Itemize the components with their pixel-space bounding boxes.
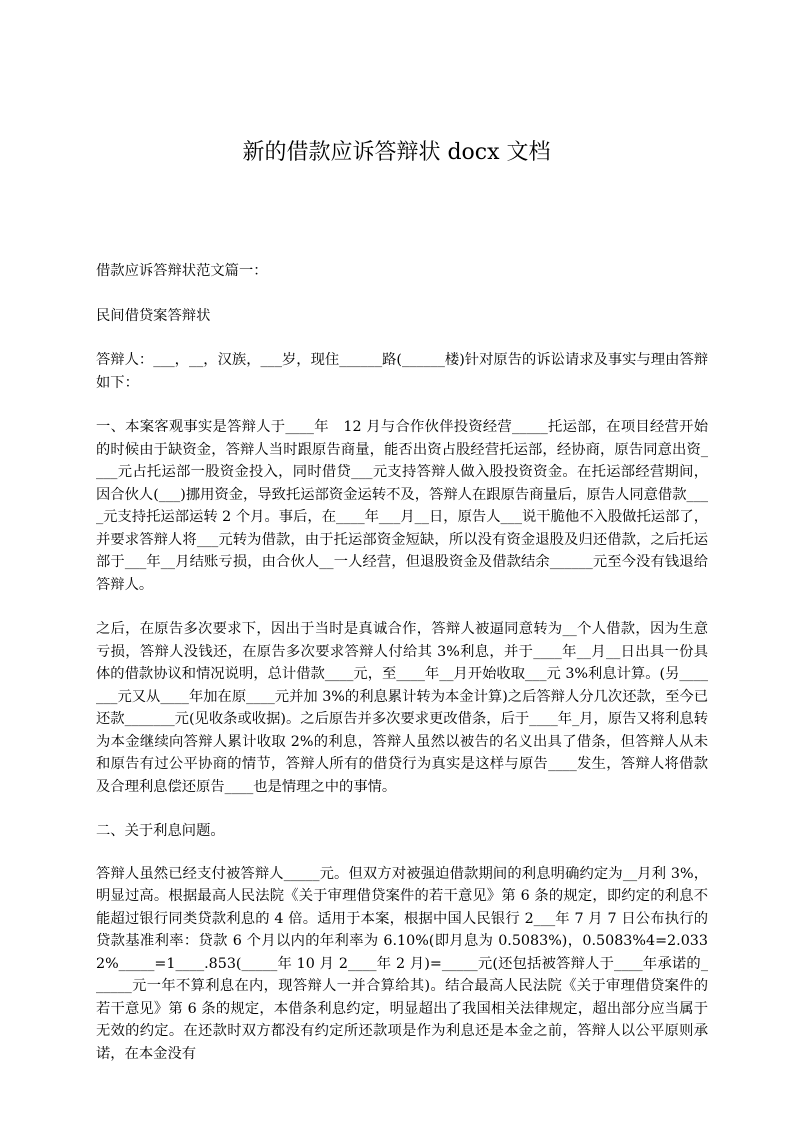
document-title: 新的借款应诉答辩状 docx 文档	[242, 140, 551, 165]
paragraph-interest-heading: 二、关于利息问题。	[96, 823, 225, 839]
paragraph-respondent-info: 答辩人：___，__，汉族，___岁，现住______路(______楼)针对原告的诉讼请求及事实与理由答辩如下：	[96, 352, 708, 391]
paragraph-heading-sample: 借款应诉答辩状范文篇一：	[96, 263, 268, 279]
paragraph-subsequent: 之后，在原告多次要求下，因出于当时是真诚合作，答辩人被逼同意转为__个人借款，因为生意亏损，答辩人没钱还，在原告多次要求答辩人付给其 3%利息，并于____年__月__日出具一份具体的借款协议和情况说明，总计借款____元，至____年__月开始收取___元 3%利息计算。(另_______元又从____年加在原____元并加 3%的利息累计转为本金计算)之后答辩人分几次还款，至今已还款_______元(见收条或收据)。之后原告并多次要求更改借条，后于____年_月，原告又将利息转为本金继续向答辩人累计收取 2%的利息，答辩人虽然以被告的名义出具了借条，但答辩人从未和原告有过公平协商的情节，答辩人所有的借贷行为真实是这样与原告____发生，答辩人将借款及合理利息偿还原告____也是情理之中的事情。	[96, 621, 708, 795]
document-body	[96, 260, 708, 1087]
paragraph-facts: 一、本案客观事实是答辩人于____年 12 月与合作伙伴投资经营_____托运部，在项目经营开始的时候由于缺资金，答辩人当时跟原告商量，能否出资占股经营托运部，经协商，原告同意出资____元占托运部一股资金投入，同时借贷___元支持答辩人做入股投资资金。在托运部经营期间，因合伙人(___)挪用资金，导致托运部资金运转不及，答辩人在跟原告商量后，原告人同意借款____元支持托运部运转 2 个月。事后，在____年___月__日，原告人___说干脆他不入股做托运部了，并要求答辩人将___元转为借款，由于托运部资金短缺，所以没有资金退股及归还借款，之后托运部于___年__月结账亏损，由合伙人__一人经营，但退股资金及借款结余______元至今没有钱退给答辩人。	[96, 419, 708, 593]
paragraph-case-title: 民间借贷案答辩状	[96, 307, 211, 324]
paragraph-interest-detail: 答辩人虽然已经支付被答辩人_____元。但双方对被强迫借款期间的利息明确约定为__月利 3%，明显过高。根据最高人民法院《关于审理借贷案件的若干意见》第 6 条的规定，即约定的利息不能超过银行同类贷款利息的 4 倍。适用于本案，根据中国人民银行 2___年 7 月 7 日公布执行的贷款基准利率：贷款 6 个月以内的年利率为 6.10%(即月息为 0.5083%)，0.5083%4=2.0332%_____=1____.853(_____年 10 月 2____年 2 月)=_____元(还包括被答辩人于____年承诺的______元一年不算利息在内，现答辩人一并合算给其)。结合最高人民法院《关于审理借贷案件的若干意见》第 6 条的规定，本借条利息约定，明显超出了我国相关法律规定，超出部分应当属于无效的约定。在还款时双方都没有约定所还款项是作为利息还是本金之前，答辩人以公平原则承诺，在本金没有	[96, 865, 708, 1062]
